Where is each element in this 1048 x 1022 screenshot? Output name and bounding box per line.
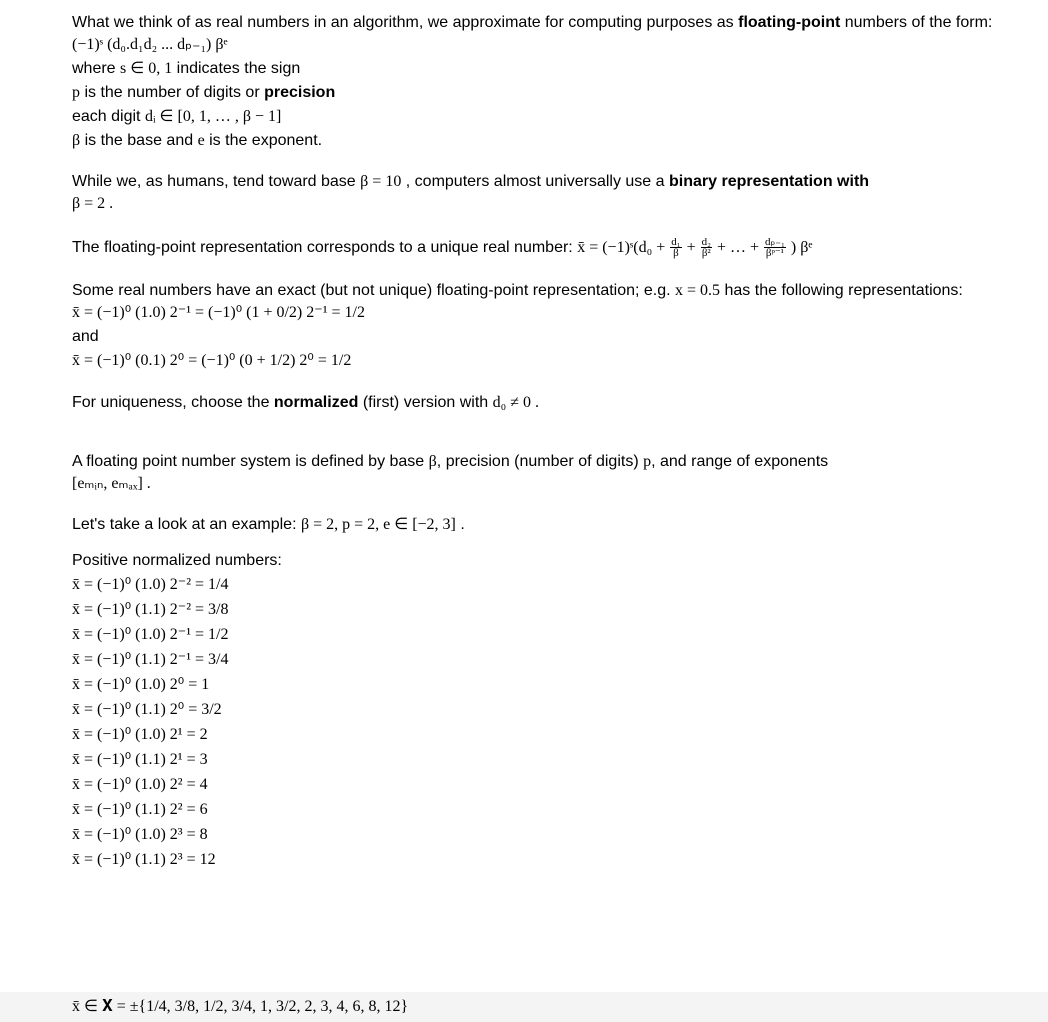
example-paragraph: Let's take a look at an example: β = 2, p = 2, e ∈ [−2, 3] . — [72, 516, 465, 533]
frac-dp-betap: $\frac{\text{dₚ₋₁}}{\text{βᵖ⁻¹}}$ — [765, 236, 785, 260]
set-formula: x̄ ∈ 𝐗 = ±{1/4, 3/8, 1/2, 3/4, 1, 3/2, 2, 3, 4, 6, 8, 12} — [72, 998, 409, 1015]
number-row: x̄ = (−1)⁰ (1.0) 2³ = 8 — [72, 826, 208, 843]
exact-rep-2: x̄ = (−1)⁰ (0.1) 2⁰ = (−1)⁰ (0 + 1/2) 2⁰ = 1/2 — [72, 352, 352, 369]
bottom-bar — [0, 992, 1048, 1022]
frac-d2-beta2: $\frac{\text{d₂}}{\text{β²}}$ — [701, 236, 711, 260]
number-row: x̄ = (−1)⁰ (1.0) 2² = 4 — [72, 776, 208, 793]
number-row: x̄ = (−1)⁰ (1.0) 2⁰ = 1 — [72, 676, 210, 693]
exact-paragraph: Some real numbers have an exact (but not unique) floating-point representation; e.g. x = 0.5 has the following representations: — [72, 282, 963, 299]
system-paragraph: A floating point number system is defined by base β, precision (number of digits) p, and range of exponents [eₘᵢₙ, eₘₐₓ] . — [72, 453, 829, 492]
number-row: x̄ = (−1)⁰ (1.1) 2⁰ = 3/2 — [72, 701, 222, 718]
number-row: x̄ = (−1)⁰ (1.1) 2⁻¹ = 3/4 — [72, 651, 229, 668]
humans-paragraph: While we, as humans, tend toward base β = 10 , computers almost universally use a binary representation with β = 2 . — [72, 173, 870, 212]
def-precision: p is the number of digits or precision — [72, 84, 336, 101]
def-base: β is the base and e is the exponent. — [72, 132, 323, 149]
exact-rep-1: x̄ = (−1)⁰ (1.0) 2⁻¹ = (−1)⁰ (1 + 0/2) 2⁻¹ = 1/2 — [72, 304, 365, 321]
intro-paragraph: What we think of as real numbers in an algorithm, we approximate for computing purposes as floating-point numbers of the form: — [72, 14, 993, 31]
def-sign: where s ∈ 0, 1 indicates the sign — [72, 60, 301, 77]
unique-paragraph: The floating-point representation corresponds to a unique real number: x̄ = (−1)ˢ(d₀ + $\frac{\text{d₁}}{\beta}$ + $\frac{\text{d₂}}{\text{β²}}$ + … + $\frac{\text{dₚ₋₁}}{\text{βᵖ⁻¹}}$ ) βᵉ — [72, 236, 813, 260]
positive-numbers-list — [72, 573, 1032, 873]
number-row: x̄ = (−1)⁰ (1.0) 2⁻¹ = 1/2 — [72, 626, 229, 643]
number-row: x̄ = (−1)⁰ (1.1) 2¹ = 3 — [72, 751, 208, 768]
form-formula: (−1)ˢ (d₀.d₁d₂ ... dₚ₋₁) βᵉ — [72, 36, 228, 53]
normalized-paragraph: For uniqueness, choose the normalized (first) version with d₀ ≠ 0 . — [72, 394, 539, 411]
number-row: x̄ = (−1)⁰ (1.0) 2⁻² = 1/4 — [72, 576, 229, 593]
number-row: x̄ = (−1)⁰ (1.0) 2¹ = 2 — [72, 726, 208, 743]
positive-title: Positive normalized numbers: — [72, 552, 282, 569]
number-row: x̄ = (−1)⁰ (1.1) 2³ = 12 — [72, 851, 216, 868]
def-digit: each digit dᵢ ∈ [0, 1, … , β − 1] — [72, 108, 282, 125]
number-row: x̄ = (−1)⁰ (1.1) 2⁻² = 3/8 — [72, 601, 229, 618]
number-row: x̄ = (−1)⁰ (1.1) 2² = 6 — [72, 801, 208, 818]
frac-d1-beta: $\frac{\text{d₁}}{\beta}$ — [671, 236, 681, 260]
and-text: and — [72, 328, 99, 345]
document-body — [72, 13, 1032, 873]
